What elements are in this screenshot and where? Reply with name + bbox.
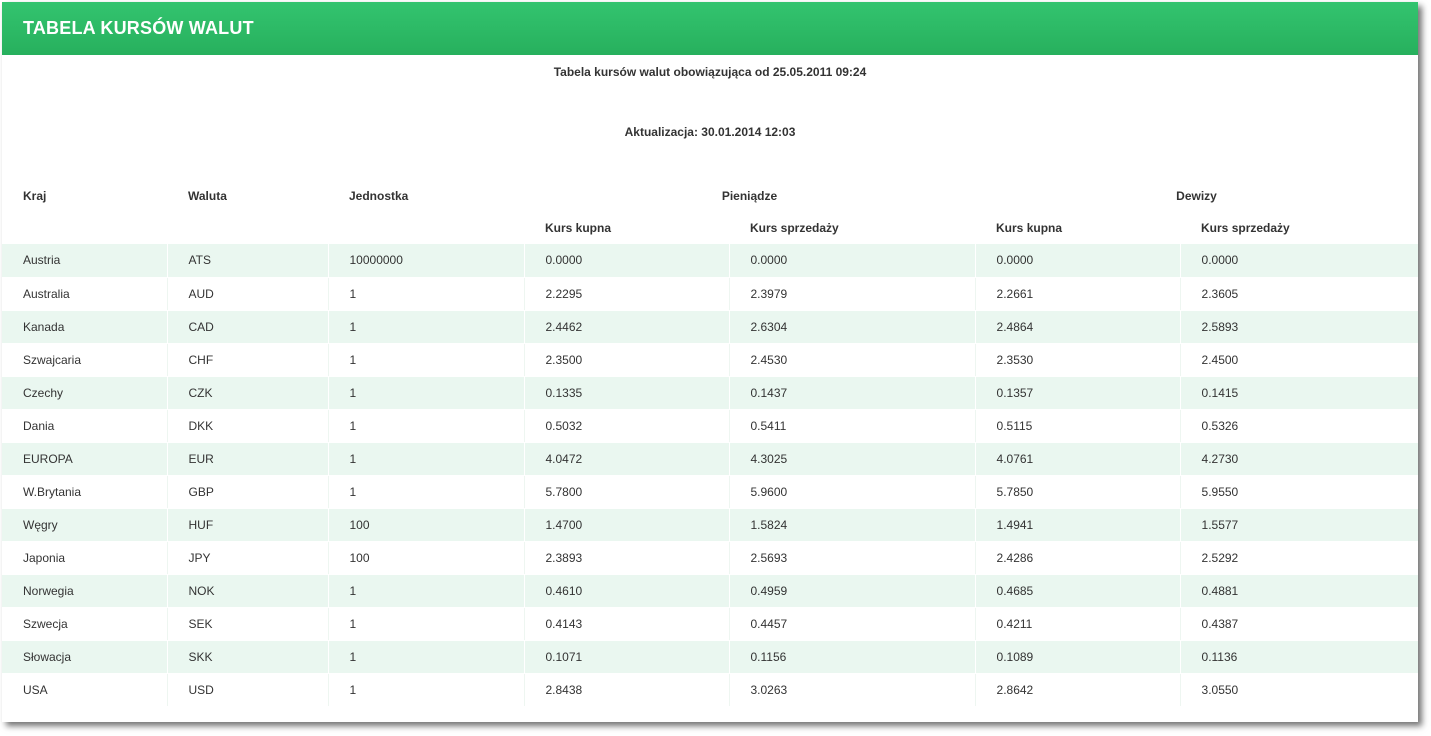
- cell-transfer-buy: 0.0000: [975, 244, 1180, 277]
- table-row: [2, 574, 1418, 607]
- cell-cash-buy: 0.4143: [524, 607, 729, 640]
- cell-cash-buy: 0.0000: [524, 244, 729, 277]
- cell-currency: CHF: [167, 343, 328, 376]
- cell-transfer-buy: 2.8642: [975, 673, 1180, 706]
- cell-currency: HUF: [167, 508, 328, 541]
- header-row-rates: [2, 212, 1418, 244]
- cell-unit: 1: [328, 409, 524, 442]
- cell-cash-sell: 3.0263: [729, 673, 975, 706]
- cell-cash-sell: 5.9600: [729, 475, 975, 508]
- cell-transfer-sell: 2.5292: [1180, 541, 1418, 574]
- cell-currency: GBP: [167, 475, 328, 508]
- table-row: [2, 673, 1418, 706]
- cell-transfer-sell: 2.5893: [1180, 310, 1418, 343]
- cell-unit: 1: [328, 607, 524, 640]
- cell-cash-sell: 0.0000: [729, 244, 975, 277]
- cell-country: Japonia: [2, 541, 167, 574]
- cell-transfer-sell: 0.5326: [1180, 409, 1418, 442]
- cell-unit: 1: [328, 277, 524, 310]
- cell-cash-buy: 0.1071: [524, 640, 729, 673]
- exchange-rates-table: [2, 180, 1418, 707]
- panel-header: [2, 2, 1418, 55]
- cell-transfer-buy: 0.1357: [975, 376, 1180, 409]
- cell-country: Kanada: [2, 310, 167, 343]
- table-row: [2, 376, 1418, 409]
- cell-country: EUROPA: [2, 442, 167, 475]
- cell-cash-buy: 0.4610: [524, 574, 729, 607]
- table-validity-text: Tabela kursów walut obowiązująca od 25.05.2011 09:24: [553, 65, 867, 79]
- page-title: TABELA KURSÓW WALUT: [23, 18, 254, 38]
- cell-transfer-buy: 2.4286: [975, 541, 1180, 574]
- column-header-transfer-buy: Kurs kupna: [996, 221, 1063, 235]
- cell-cash-buy: 2.2295: [524, 277, 729, 310]
- cell-transfer-buy: 0.5115: [975, 409, 1180, 442]
- cell-cash-sell: 4.3025: [729, 442, 975, 475]
- rates-table-body: [2, 244, 1418, 706]
- cell-unit: 1: [328, 475, 524, 508]
- cell-cash-buy: 0.5032: [524, 409, 729, 442]
- cell-country: Węgry: [2, 508, 167, 541]
- cell-cash-buy: 5.7800: [524, 475, 729, 508]
- cell-country: Szwajcaria: [2, 343, 167, 376]
- cell-currency: JPY: [167, 541, 328, 574]
- cell-transfer-sell: 3.0550: [1180, 673, 1418, 706]
- cell-transfer-buy: 4.0761: [975, 442, 1180, 475]
- cell-currency: CZK: [167, 376, 328, 409]
- table-row: [2, 277, 1418, 310]
- table-row: [2, 640, 1418, 673]
- column-header-currency: Waluta: [188, 189, 227, 203]
- cell-cash-sell: 0.1156: [729, 640, 975, 673]
- cell-transfer-sell: 0.0000: [1180, 244, 1418, 277]
- cell-unit: 1: [328, 673, 524, 706]
- column-header-cash-buy: Kurs kupna: [545, 221, 612, 235]
- cell-unit: 10000000: [328, 244, 524, 277]
- cell-cash-buy: 4.0472: [524, 442, 729, 475]
- cell-transfer-sell: 1.5577: [1180, 508, 1418, 541]
- cell-transfer-sell: 4.2730: [1180, 442, 1418, 475]
- cell-cash-sell: 0.4959: [729, 574, 975, 607]
- cell-country: Dania: [2, 409, 167, 442]
- column-group-transfer: Dewizy: [1176, 189, 1217, 203]
- cell-transfer-buy: 0.4685: [975, 574, 1180, 607]
- cell-country: USA: [2, 673, 167, 706]
- cell-unit: 1: [328, 376, 524, 409]
- cell-currency: ATS: [167, 244, 328, 277]
- cell-currency: CAD: [167, 310, 328, 343]
- column-header-unit: Jednostka: [349, 189, 409, 203]
- cell-currency: USD: [167, 673, 328, 706]
- cell-cash-buy: 1.4700: [524, 508, 729, 541]
- column-group-cash: Pieniądze: [721, 189, 778, 203]
- cell-transfer-buy: 0.1089: [975, 640, 1180, 673]
- header-row-groups: [2, 180, 1418, 212]
- cell-currency: AUD: [167, 277, 328, 310]
- cell-cash-sell: 2.5693: [729, 541, 975, 574]
- column-header-country: Kraj: [23, 189, 47, 203]
- update-timestamp: Aktualizacja: 30.01.2014 12:03: [624, 125, 796, 139]
- cell-transfer-sell: 5.9550: [1180, 475, 1418, 508]
- cell-country: Słowacja: [2, 640, 167, 673]
- cell-cash-sell: 1.5824: [729, 508, 975, 541]
- cell-currency: SEK: [167, 607, 328, 640]
- cell-transfer-sell: 0.1415: [1180, 376, 1418, 409]
- cell-unit: 1: [328, 442, 524, 475]
- cell-country: Austria: [2, 244, 167, 277]
- table-row: [2, 343, 1418, 376]
- table-row: [2, 541, 1418, 574]
- cell-country: Czechy: [2, 376, 167, 409]
- cell-cash-sell: 2.6304: [729, 310, 975, 343]
- column-header-cash-sell: Kurs sprzedaży: [750, 221, 839, 235]
- cell-country: W.Brytania: [2, 475, 167, 508]
- cell-unit: 1: [328, 640, 524, 673]
- cell-unit: 1: [328, 343, 524, 376]
- cell-transfer-sell: 0.4387: [1180, 607, 1418, 640]
- cell-currency: DKK: [167, 409, 328, 442]
- cell-currency: EUR: [167, 442, 328, 475]
- cell-cash-sell: 0.4457: [729, 607, 975, 640]
- cell-transfer-buy: 1.4941: [975, 508, 1180, 541]
- cell-transfer-buy: 2.2661: [975, 277, 1180, 310]
- cell-transfer-buy: 0.4211: [975, 607, 1180, 640]
- cell-currency: SKK: [167, 640, 328, 673]
- cell-unit: 100: [328, 508, 524, 541]
- exchange-rates-panel: [2, 2, 1418, 722]
- cell-unit: 100: [328, 541, 524, 574]
- cell-cash-sell: 2.4530: [729, 343, 975, 376]
- cell-country: Norwegia: [2, 574, 167, 607]
- table-row: [2, 244, 1418, 277]
- cell-transfer-buy: 5.7850: [975, 475, 1180, 508]
- table-row: [2, 310, 1418, 343]
- cell-transfer-buy: 2.3530: [975, 343, 1180, 376]
- column-header-transfer-sell: Kurs sprzedaży: [1201, 221, 1290, 235]
- table-row: [2, 607, 1418, 640]
- cell-transfer-sell: 2.3605: [1180, 277, 1418, 310]
- cell-unit: 1: [328, 310, 524, 343]
- cell-cash-buy: 2.4462: [524, 310, 729, 343]
- cell-cash-sell: 0.5411: [729, 409, 975, 442]
- cell-transfer-sell: 0.1136: [1180, 640, 1418, 673]
- cell-cash-sell: 2.3979: [729, 277, 975, 310]
- cell-cash-buy: 2.3893: [524, 541, 729, 574]
- cell-transfer-buy: 2.4864: [975, 310, 1180, 343]
- cell-unit: 1: [328, 574, 524, 607]
- table-row: [2, 442, 1418, 475]
- table-row: [2, 409, 1418, 442]
- cell-transfer-sell: 0.4881: [1180, 574, 1418, 607]
- cell-country: Szwecja: [2, 607, 167, 640]
- cell-transfer-sell: 2.4500: [1180, 343, 1418, 376]
- cell-cash-sell: 0.1437: [729, 376, 975, 409]
- cell-cash-buy: 0.1335: [524, 376, 729, 409]
- table-row: [2, 508, 1418, 541]
- table-row: [2, 475, 1418, 508]
- cell-cash-buy: 2.3500: [524, 343, 729, 376]
- cell-currency: NOK: [167, 574, 328, 607]
- cell-cash-buy: 2.8438: [524, 673, 729, 706]
- cell-country: Australia: [2, 277, 167, 310]
